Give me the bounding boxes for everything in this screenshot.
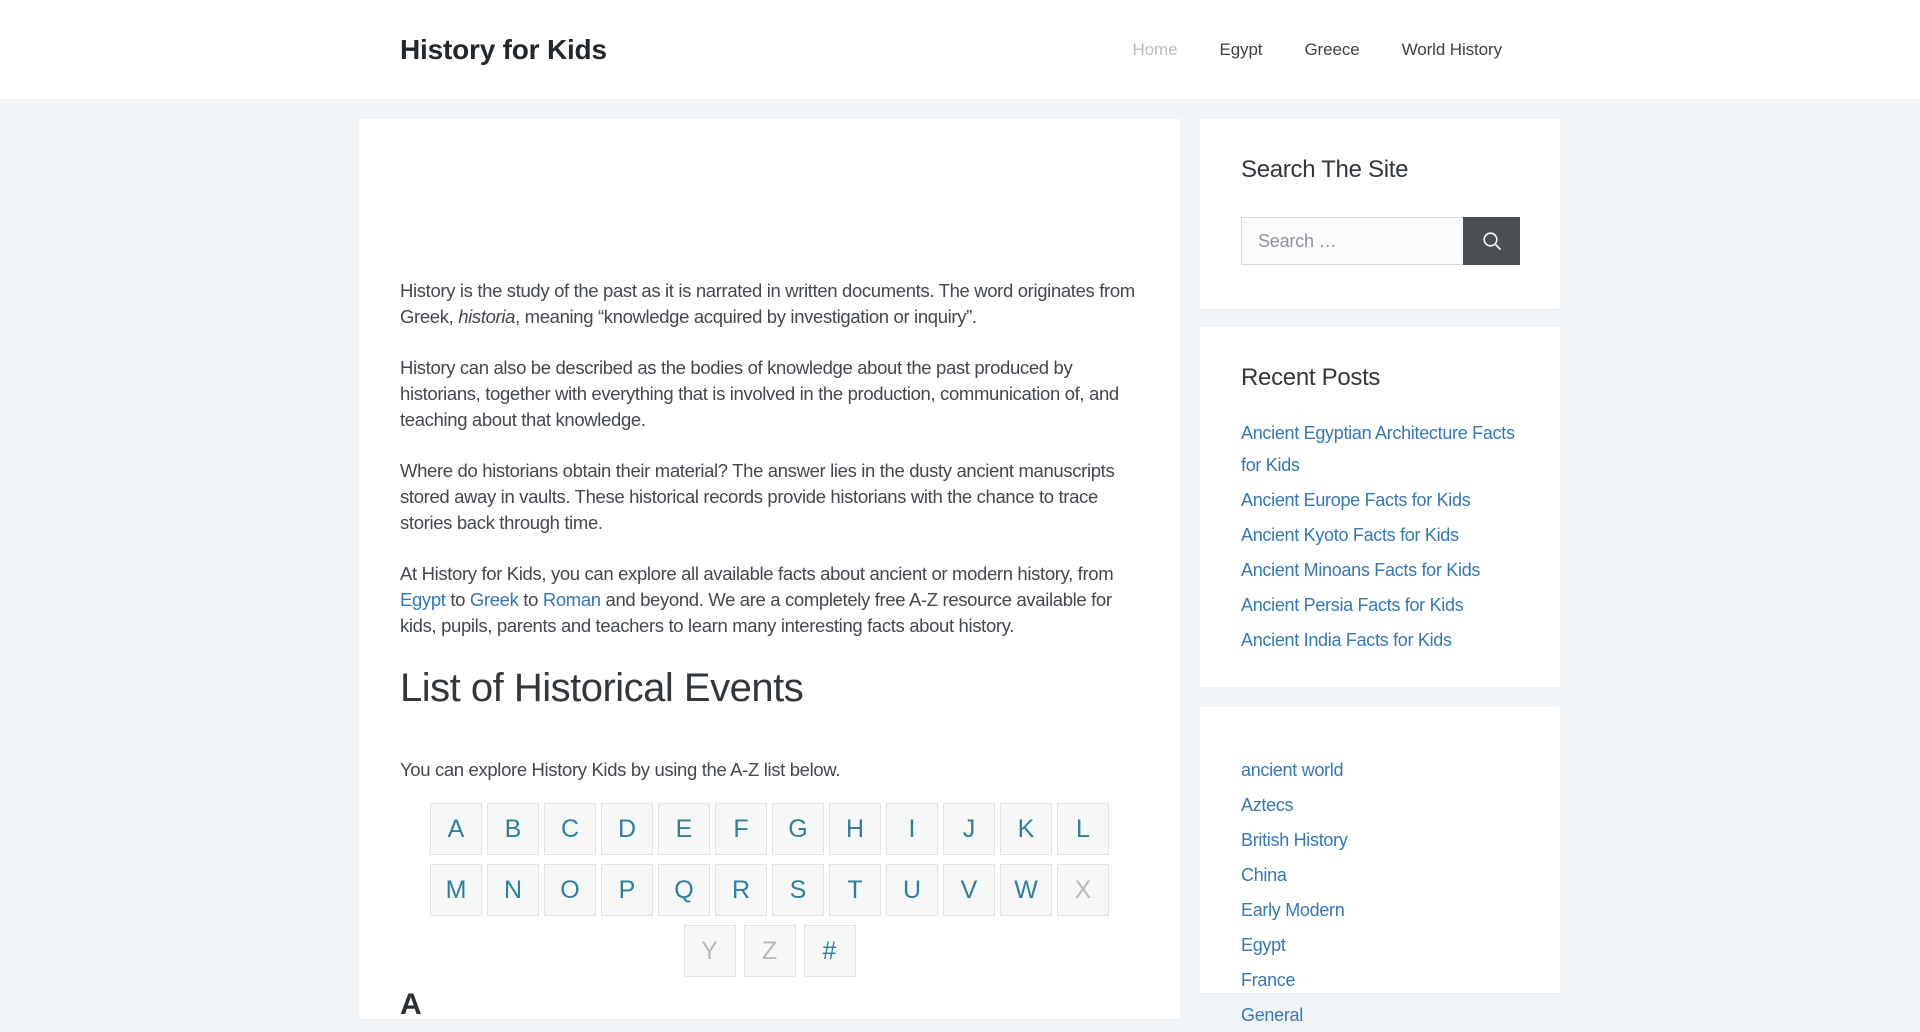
text-run: History is the study of the past as it is narrated in written documents. The word originates from Greek, (400, 280, 1135, 327)
letter-g[interactable]: G (772, 803, 824, 855)
letter-e[interactable]: E (658, 803, 710, 855)
category-egypt[interactable]: Egypt (1241, 935, 1286, 955)
list-item (1241, 625, 1520, 657)
inline-link-roman[interactable]: Roman (542, 589, 601, 610)
letter-j[interactable]: J (943, 803, 995, 855)
list-item (1241, 895, 1520, 927)
nav-item-egypt[interactable]: Egypt (1219, 39, 1263, 59)
site-title[interactable]: History for Kids (400, 33, 607, 65)
section-letter-heading: A (400, 988, 422, 1021)
list-item (1241, 1000, 1520, 1032)
letter-b[interactable]: B (487, 803, 539, 855)
text-run: Where do historians obtain their material? The answer lies in the dusty ancient manuscripts stored away in vaults. These historical records provide historians with the chance to trace stories back through time. (400, 460, 1115, 533)
category-aztecs[interactable]: Aztecs (1241, 795, 1294, 815)
letter-i[interactable]: I (886, 803, 938, 855)
az-grid (430, 803, 1109, 977)
list-item (1241, 755, 1520, 787)
category-general[interactable]: General (1241, 1005, 1303, 1025)
letter-q[interactable]: Q (658, 864, 710, 916)
recent-post-ancient-india-facts-for-kids[interactable]: Ancient India Facts for Kids (1241, 630, 1452, 650)
ad-placeholder (400, 119, 1139, 278)
list-item (1241, 965, 1520, 997)
paragraph (400, 561, 1139, 639)
letter-u[interactable]: U (886, 864, 938, 916)
text-run: History can also be described as the bodies of knowledge about the past produced by historians, together with everything that is involved in the production, communication of, and teaching about that knowledge. (400, 357, 1119, 430)
inline-link-greek[interactable]: Greek (469, 589, 519, 610)
list-item (1241, 790, 1520, 822)
letter-x: X (1057, 864, 1109, 916)
letter-row (430, 925, 1109, 977)
recent-post-ancient-persia-facts-for-kids[interactable]: Ancient Persia Facts for Kids (1241, 595, 1464, 615)
category-france[interactable]: France (1241, 970, 1296, 990)
paragraph (400, 458, 1139, 536)
search-button[interactable] (1463, 217, 1520, 265)
nav-item-greece[interactable]: Greece (1304, 39, 1360, 59)
recent-posts-title: Recent Posts (1241, 364, 1381, 391)
site-header (0, 0, 1920, 99)
letter-p[interactable]: P (601, 864, 653, 916)
list-item (1241, 555, 1520, 587)
list-item (1241, 825, 1520, 857)
main-nav (1133, 40, 1503, 60)
magnifier-icon (1480, 229, 1504, 253)
letter-k[interactable]: K (1000, 803, 1052, 855)
recent-post-ancient-europe-facts-for-kids[interactable]: Ancient Europe Facts for Kids (1241, 490, 1471, 510)
category-china[interactable]: China (1241, 865, 1287, 885)
letter-f[interactable]: F (715, 803, 767, 855)
letter-o[interactable]: O (544, 864, 596, 916)
letter-w[interactable]: W (1000, 864, 1052, 916)
letter-t[interactable]: T (829, 864, 881, 916)
category-early-modern[interactable]: Early Modern (1241, 900, 1345, 920)
letter-n[interactable]: N (487, 864, 539, 916)
text-run: and beyond. We are a completely free A-Z resource available for kids, pupils, parents and teachers to learn many interesting facts about history. (400, 589, 1112, 636)
paragraph (400, 355, 1139, 433)
letter-a[interactable]: A (430, 803, 482, 855)
letter-z: Z (744, 925, 796, 977)
recent-post-ancient-minoans-facts-for-kids[interactable]: Ancient Minoans Facts for Kids (1241, 560, 1481, 580)
nav-item-world-history[interactable]: World History (1401, 39, 1502, 59)
letter-l[interactable]: L (1057, 803, 1109, 855)
article-paragraphs (400, 278, 1139, 639)
list-item (1241, 860, 1520, 892)
letter-s[interactable]: S (772, 864, 824, 916)
inline-link-egypt[interactable]: Egypt (400, 589, 446, 610)
list-item (1241, 520, 1520, 552)
text-run: to (445, 589, 470, 610)
recent-post-ancient-egyptian-architecture-facts-for-kids[interactable]: Ancient Egyptian Architecture Facts for Kids (1241, 423, 1515, 475)
letter-d[interactable]: D (601, 803, 653, 855)
search-input[interactable] (1241, 217, 1463, 265)
category-ancient-world[interactable]: ancient world (1241, 760, 1344, 780)
letter-v[interactable]: V (943, 864, 995, 916)
list-item (1241, 418, 1520, 482)
main-content-card (359, 119, 1180, 1019)
categories-widget (1200, 707, 1560, 1025)
letter-m[interactable]: M (430, 864, 482, 916)
page-title: List of Historical Events (400, 666, 804, 710)
letter-c[interactable]: C (544, 803, 596, 855)
list-item (1241, 485, 1520, 517)
recent-post-ancient-kyoto-facts-for-kids[interactable]: Ancient Kyoto Facts for Kids (1241, 525, 1459, 545)
recent-posts-list (1241, 418, 1520, 657)
letter-row (430, 803, 1109, 855)
letter-row (430, 864, 1109, 916)
category-british-history[interactable]: British History (1241, 830, 1348, 850)
letter-y: Y (684, 925, 736, 977)
nav-item-home[interactable]: Home (1132, 39, 1178, 59)
letter-hash[interactable]: # (804, 925, 856, 977)
text-run: to (518, 589, 543, 610)
italic-text: historia (458, 306, 516, 327)
paragraph (400, 278, 1139, 330)
text-run: , meaning “knowledge acquired by investigation or inquiry”. (515, 306, 977, 327)
categories-list (1241, 755, 1520, 1032)
text-run: At History for Kids, you can explore all available facts about ancient or modern history, from (400, 563, 1114, 584)
letter-r[interactable]: R (715, 864, 767, 916)
search-form (1241, 217, 1520, 265)
az-intro-text: You can explore History Kids by using the A-Z list below. (400, 759, 841, 780)
letter-h[interactable]: H (829, 803, 881, 855)
search-widget (1200, 119, 1560, 309)
list-item (1241, 930, 1520, 962)
list-item (1241, 590, 1520, 622)
search-widget-title: Search The Site (1241, 156, 1409, 183)
recent-posts-widget (1200, 327, 1560, 687)
